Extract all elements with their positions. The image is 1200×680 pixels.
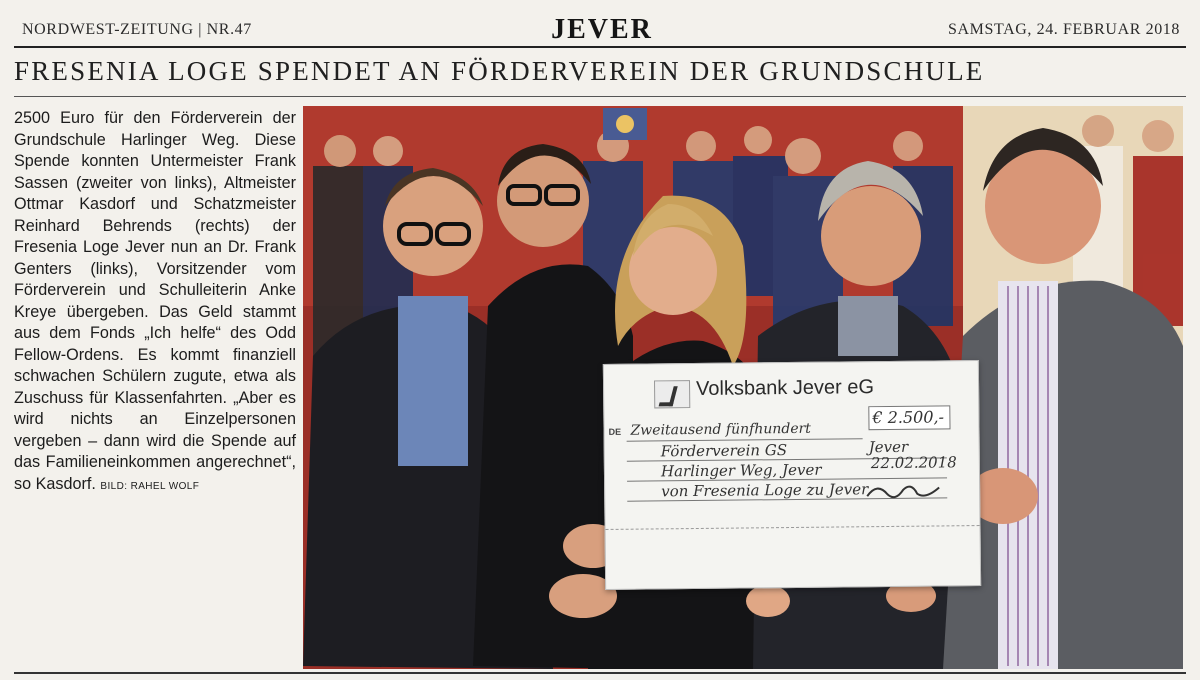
article-text: 2500 Euro für den Förderverein der Grundschule Harlinger Weg. Diese Spende konnten Untermeister Frank Sassen (zweiter von links), Altmeister Ottmar Kasdorf und Schatzmeister Reinhard Behrends (rechts) der Fresenia Loge Jever nun an Dr. Frank Genters (links), Vorsitzender vom Förderverein und Schulleiterin Anke Kreye übergeben. Das Geld stammt aus dem Fonds „Ich helfe“ des Odd Fellow-Ordens. Es kommt finanziell schwachen Schülern zugute, etwa als Zuschuss für Klassenfahrten. „Aber es wird nichts an Einzelpersonen vergeben – dann wird die Spende auf das Familieneinkommen angerechnet“, so Kasdorf. (14, 109, 296, 493)
article-headline: FRESENIA LOGE SPENDET AN FÖRDERVEREIN DER GRUNDSCHULE (14, 56, 985, 86)
cheque-purpose-2: von Fresenia Loge zu Jever (661, 480, 869, 501)
masthead (22, 14, 1182, 48)
headline-rule (14, 96, 1186, 97)
cheque-bank-name: Volksbank Jever eG (695, 376, 875, 400)
cheque-place: Jever (868, 437, 909, 457)
cheque-payee: Förderverein GS (660, 441, 788, 461)
photo-credit: BILD: RAHEL WOLF (100, 480, 200, 492)
cheque-separator (606, 525, 980, 530)
cheque-amount: € 2.500,- (872, 407, 945, 428)
masthead-rule (14, 46, 1186, 48)
cheque-amount-words: Zweitausend fünfhundert (630, 420, 811, 439)
cheque-signature (865, 479, 945, 504)
cheque-purpose-1: Harlinger Weg, Jever (660, 460, 822, 481)
volksbank-logo-icon (654, 380, 690, 408)
cheque-date: 22.02.2018 (870, 453, 957, 473)
section-title: JEVER (551, 14, 653, 45)
donation-cheque (603, 360, 981, 590)
article-body (14, 108, 296, 497)
publication-info: NORDWEST-ZEITUNG | NR.47 (22, 21, 252, 38)
issue-date: SAMSTAG, 24. FEBRUAR 2018 (948, 21, 1180, 38)
cheque-currency: DE (608, 426, 622, 437)
page-bottom-rule (14, 672, 1186, 674)
